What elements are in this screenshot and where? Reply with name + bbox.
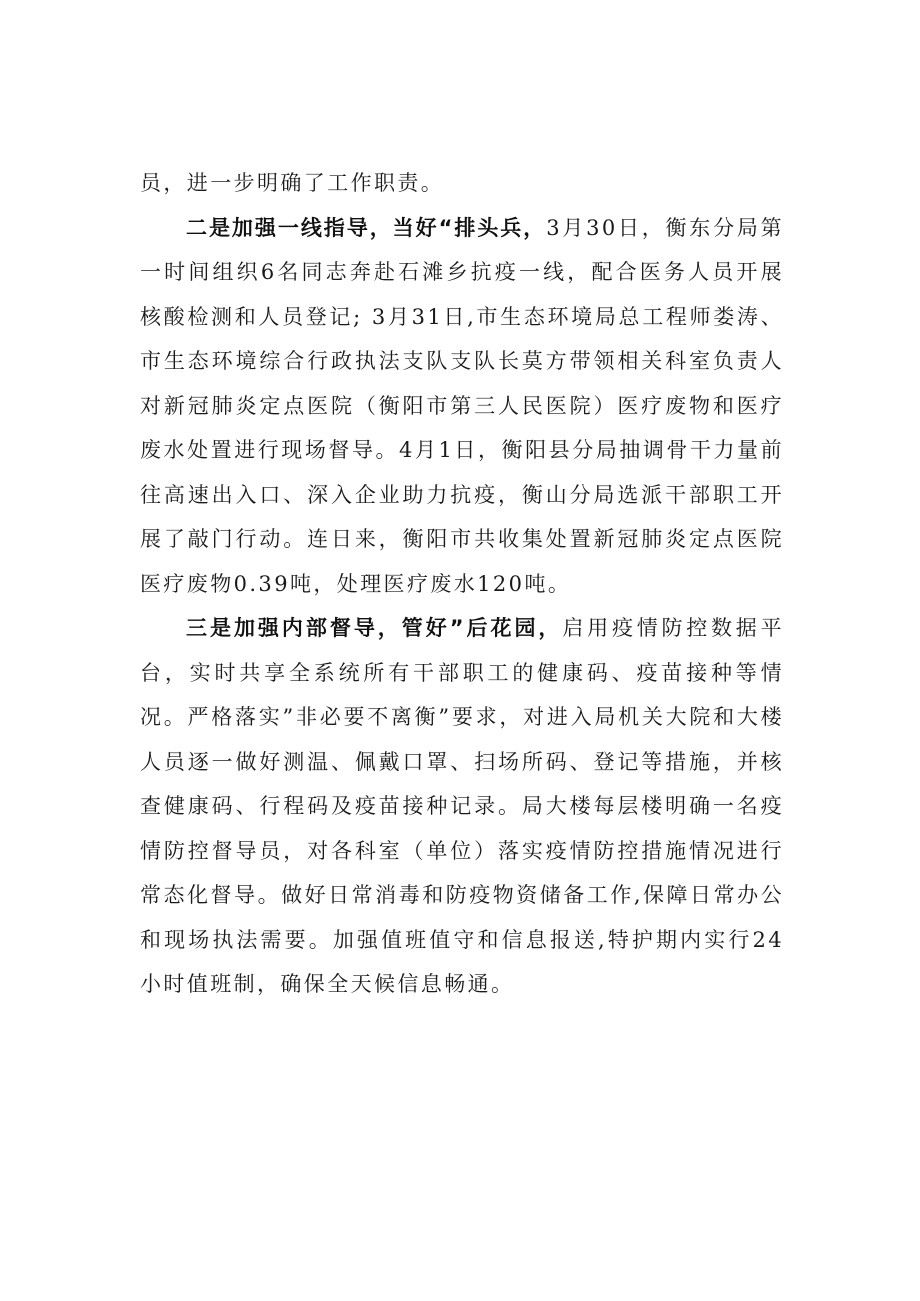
paragraph-internal-supervision: [140, 606, 784, 1007]
paragraph-text: 3月30日，衡东分局第一时间组织6名同志奔赴石滩乡抗疫一线，配合医务人员开展核酸检测和人员登记; 3月31日,市生态环境局总工程师娄涛、市生态环境综合行政执法支队支队长莫方带领相关科室负责人对新冠肺炎定点医院（衡阳市第三人民医院）医疗废物和医疗废水处置进行现场督导。4月1日，衡阳县分局抽调骨干力量前往高速出入口、深入企业助力抗疫，衡山分局选派干部职工开展了敲门行动。连日来，衡阳市共收集处置新冠肺炎定点医院医疗废物0.39吨，处理医疗废水120吨。: [140, 215, 784, 596]
paragraph-lead-heading: 三是加强内部督导，管好”后花园，: [186, 616, 563, 640]
paragraph-text: 启用疫情防控数据平台，实时共享全系统所有干部职工的健康码、疫苗接种等情况。严格落实”非必要不离衡”要求，对进入局机关大院和大楼人员逐一做好测温、佩戴口罩、扫场所码、登记等措施，并核查健康码、行程码及疫苗接种记录。局大楼每层楼明确一名疫情防控督导员，对各科室（单位）落实疫情防控措施情况进行常态化督导。做好日常消毒和防疫物资储备工作,保障日常办公和现场执法需要。加强值班值守和信息报送,特护期内实行24小时值班制，确保全天候信息畅通。: [140, 616, 784, 996]
document-body: [140, 161, 784, 1007]
paragraph-lead-heading: 二是加强一线指导，当好“排头兵，: [186, 215, 547, 240]
paragraph-text: 员，进一步明确了工作职责。: [140, 171, 445, 195]
paragraph-continuation: [140, 161, 784, 206]
paragraph-frontline-guidance: [140, 206, 784, 607]
